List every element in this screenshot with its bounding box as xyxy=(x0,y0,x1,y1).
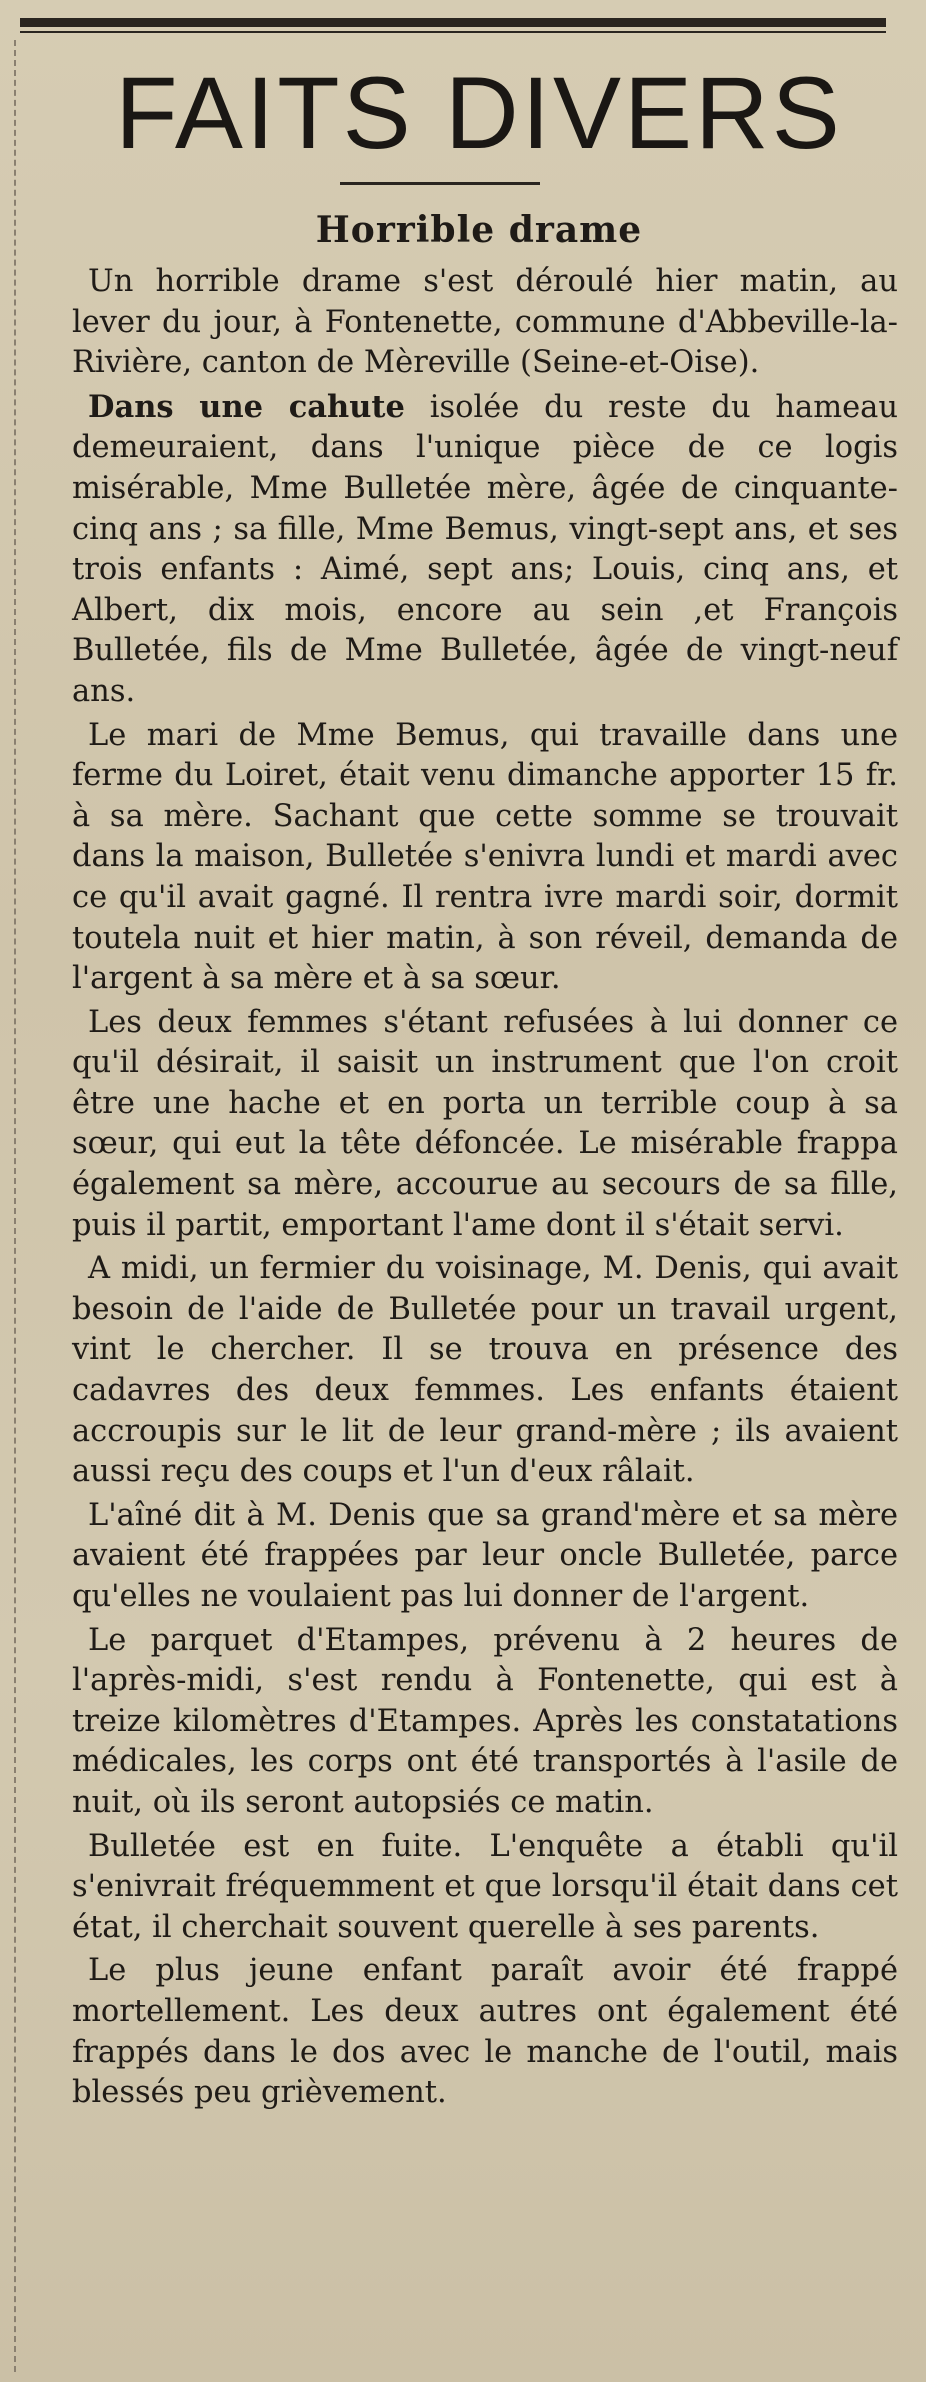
article-headline: Horrible drame xyxy=(315,209,643,251)
article-body xyxy=(72,262,898,2117)
paragraph-8: Bulletée est en fuite. L'enquête a établi qu'il s'enivrait fréquemment et que lorsqu'il était dans cet état, il cherchait souvent querelle à ses parents. xyxy=(72,1828,898,1945)
paragraph-6: L'aîné dit à M. Denis que sa grand'mère et sa mère avaient été frappées par leur oncle Bulletée, parce qu'elles ne voulaient pas lui donner de l'argent. xyxy=(72,1497,898,1614)
section-title: FAITS DIVERS xyxy=(115,56,843,170)
paragraph-5: A midi, un fermier du voisinage, M. Denis, qui avait besoin de l'aide de Bulletée pour un travail urgent, vint le chercher. Il se trouva en présence des cadavres des deux femmes. Les enfants étaient accroupis sur le lit de leur grand-mère ; ils avaient aussi reçu des coups et l'un d'eux râlait. xyxy=(72,1251,898,1490)
title-underline xyxy=(340,182,540,185)
top-thick-rule xyxy=(20,18,886,27)
paragraph-3: Le mari de Mme Bemus, qui travaille dans une ferme du Loiret, était venu dimanche apporter 15 fr. à sa mère. Sachant que cette somme se trouvait dans la maison, Bulletée s'enivra lundi et mardi avec ce qu'il avait gagné. Il rentra ivre mardi soir, dormit toutela nuit et hier matin, à son réveil, demanda de l'argent à sa mère et à sa sœur. xyxy=(72,717,898,997)
top-thin-rule xyxy=(20,31,886,33)
paragraph-lead: Dans une cahute xyxy=(88,388,405,425)
paragraph-9: Le plus jeune enfant paraît avoir été frappé mortellement. Les deux autres ont également été frappés dans le dos avec le manche de l'outil, mais blessés peu grièvement. xyxy=(72,1953,898,2111)
paragraph-2 xyxy=(72,387,898,713)
paragraph-1: Un horrible drame s'est déroulé hier matin, au lever du jour, à Fontenette, commune d'Abbeville-la-Rivière, canton de Mèreville (Seine-et-Oise). xyxy=(72,264,898,381)
clipping-edge xyxy=(14,40,16,2372)
paragraph-7: Le parquet d'Etampes, prévenu à 2 heures de l'après-midi, s'est rendu à Fontenette, qui est à treize kilomètres d'Etampes. Après les constatations médicales, les corps ont été transportés à l'asile de nuit, où ils seront autopsiés ce matin. xyxy=(72,1622,898,1820)
paragraph-4: Les deux femmes s'étant refusées à lui donner ce qu'il désirait, il saisit un instrument que l'on croit être une hache et en porta un terrible coup à sa sœur, qui eut la tête défoncée. Le misérable frappa également sa mère, accourue au secours de sa fille, puis il partit, emportant l'ame dont il s'était servi. xyxy=(72,1004,898,1243)
paragraph-2-text: isolée du reste du hameau demeuraient, dans l'unique pièce de ce logis misérable, Mme Bulletée mère, âgée de cinquante-cinq ans ; sa fille, Mme Bemus, vingt-sept ans, et ses trois enfants : Aimé, sept ans; Louis, cinq ans, et Albert, dix mois, encore au sein ,et François Bulletée, fils de Mme Bulletée, âgée de vingt-neuf ans. xyxy=(72,389,898,709)
